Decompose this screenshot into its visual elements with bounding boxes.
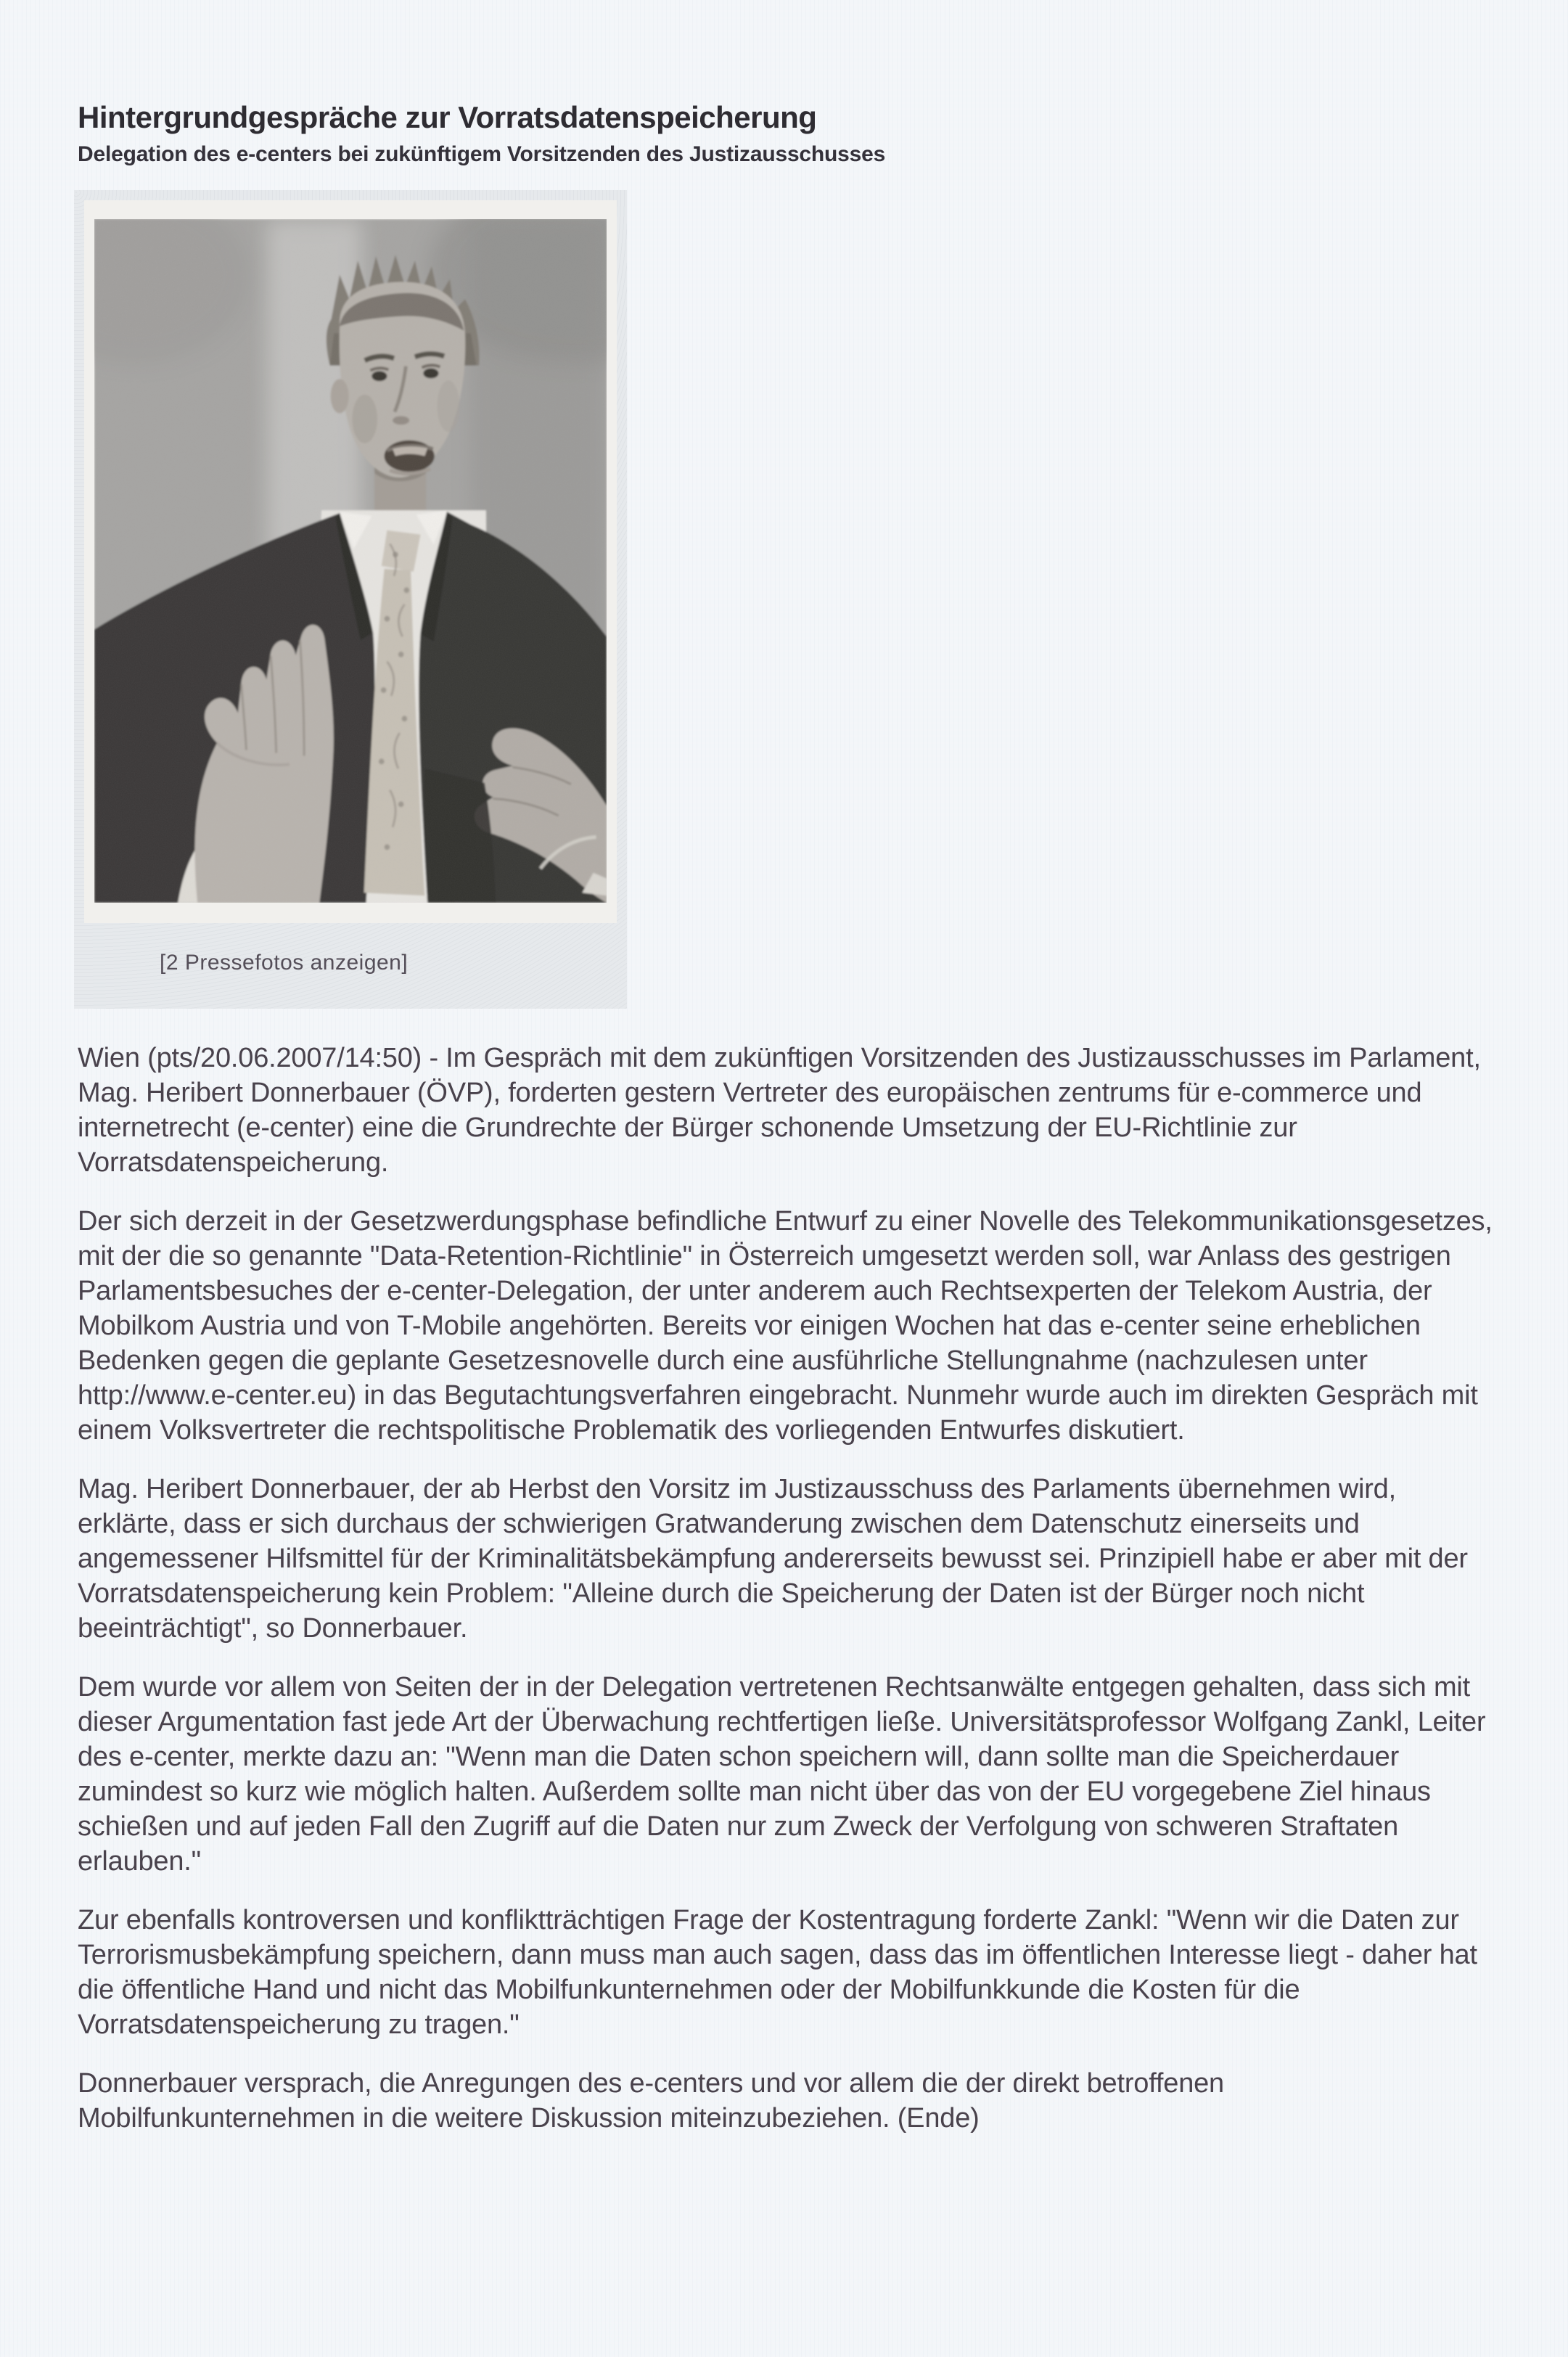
press-photo-illustration (94, 219, 607, 903)
article-paragraph: Wien (pts/20.06.2007/14:50) - Im Gespräch mit dem zukünftigen Vorsitzenden des Justizausschusses im Parlament, Mag. Heribert Donnerbauer (ÖVP), forderten gestern Vertreter des europäischen zentrums für e-commerce und internetrecht (e-center) eine die Grundrechte der Bürger schonende Umsetzung der EU-Richtlinie zur Vorratsdatenspeicherung. (78, 1043, 1481, 1178)
pressefotos-link[interactable]: [2 Pressefotos anzeigen] (160, 951, 409, 975)
article-paragraph: Donnerbauer versprach, die Anregungen des e-centers und vor allem die der direkt betroffenen Mobilfunkunternehmen in die weitere Diskussion miteinzubeziehen. (Ende) (78, 2068, 1224, 2133)
article-paragraph: Der sich derzeit in der Gesetzwerdungsphase befindliche Entwurf zu einer Novelle des Telekommunikationsgesetzes, mit der die so genannte "Data-Retention-Richtlinie" in Österreich umgesetzt werden soll, war Anlass des gestrigen Parlamentsbesuches der e-center-Delegation, der unter anderem auch Rechtsexperten der Telekom Austria, der Mobilkom Austria und von T-Mobile angehörten. Bereits vor einigen Wochen hat das e-center seine erheblichen Bedenken gegen die geplante Gesetzesnovelle durch eine ausführliche Stellungnahme (nachzulesen unter http://www.e-center.eu) in das Begutachtungsverfahren eingebracht. Nunmehr wurde auch im direkten Gespräch mit einem Volksvertreter die rechtspolitische Problematik des vorliegenden Entwurfes diskutiert. (78, 1206, 1493, 1446)
photo-container (74, 190, 627, 1009)
page-title: Hintergrundgespräche zur Vorratsdatenspeicherung (78, 100, 817, 134)
article-paragraph: Dem wurde vor allem von Seiten der in der Delegation vertretenen Rechtsanwälte entgegen gehalten, dass sich mit dieser Argumentation fast jede Art der Überwachung rechtfertigen ließe. Universitätsprofessor Wolfgang Zankl, Leiter des e-center, merkte dazu an: "Wenn man die Daten schon speichern will, dann sollte man die Speicherdauer zumindest so kurz wie möglich halten. Außerdem sollte man nicht über das von der EU vorgegebene Ziel hinaus schießen und auf jeden Fall den Zugriff auf die Daten nur zum Zweck der Verfolgung von schweren Straftaten erlauben." (78, 1672, 1486, 1877)
article-paragraph: Zur ebenfalls kontroversen und konfliktträchtigen Frage der Kostentragung forderte Zankl: "Wenn wir die Daten zur Terrorismusbekämpfung speichern, dann muss man auch sagen, dass das im öffentlichen Interesse liegt - daher hat die öffentliche Hand und nicht das Mobilfunkunternehmen oder der Mobilfunkkunde die Kosten für die Vorratsdatenspeicherung zu tragen." (78, 1905, 1477, 2040)
page-subtitle: Delegation des e-centers bei zukünftigem Vorsitzenden des Justizausschusses (78, 142, 886, 166)
article-paragraph: Mag. Heribert Donnerbauer, der ab Herbst den Vorsitz im Justizausschuss des Parlaments übernehmen wird, erklärte, dass er sich durchaus der schwierigen Gratwanderung zwischen dem Datenschutz einerseits und angemessener Hilfsmittel für der Kriminalitätsbekämpfung andererseits bewusst sei. Prinzipiell habe er aber mit der Vorratsdatenspeicherung kein Problem: "Alleine durch die Speicherung der Daten ist der Bürger noch nicht beeinträchtigt", so Donnerbauer. (78, 1474, 1468, 1644)
article-body (78, 1041, 1498, 2160)
press-photo (84, 200, 617, 923)
